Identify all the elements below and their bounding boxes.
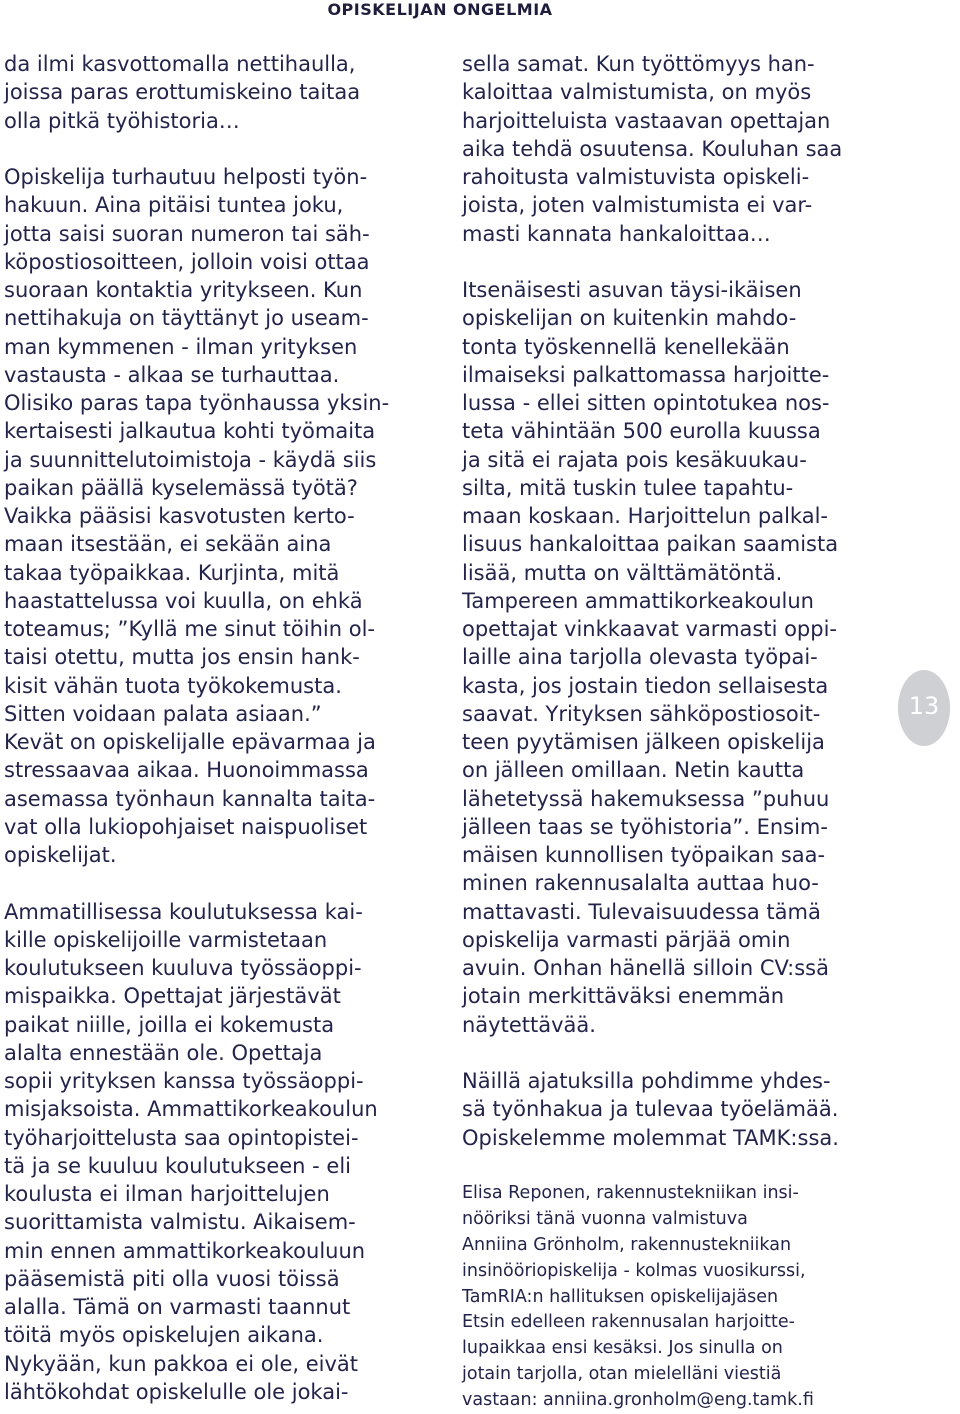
right-column-line: Tampereen ammattikorkeakoulun <box>462 588 814 613</box>
right-column-line <box>462 1039 882 1067</box>
section-header: OPISKELIJAN ONGELMIA <box>327 0 553 19</box>
left-column-line <box>4 135 424 163</box>
right-column-line: tonta työskennellä kenellekään <box>462 334 790 359</box>
left-column-line: toteamus; ”Kyllä me sinut töihin ol- <box>4 617 375 641</box>
left-column-line: paikan päällä kyselemässä työtä? <box>4 475 358 500</box>
left-column-line: vat olla lukiopohjaiset naispuoliset <box>4 814 368 839</box>
right-column-line: ilmaiseksi palkattomassa harjoitte- <box>462 362 830 387</box>
right-column-line: minen rakennusalalta auttaa huo- <box>462 871 819 896</box>
right-column-line: silta, mitä tuskin tulee tapahtu- <box>462 475 794 500</box>
right-column-line: sä työnhakua ja tulevaa työelämää. <box>462 1097 839 1122</box>
left-column-line: tä ja se kuuluu koulutukseen - eli <box>4 1153 351 1178</box>
left-column-line: jotta saisi suoran numeron tai säh- <box>4 221 370 246</box>
page-number-badge <box>898 670 954 750</box>
right-column-line: on jälleen omillaan. Netin kautta <box>462 758 805 783</box>
left-column-line: suorittamista valmistu. Aikaisem- <box>4 1210 356 1235</box>
signature-line: Elisa Reponen, rakennustekniikan insi- <box>462 1183 799 1203</box>
right-column-line: maan koskaan. Harjoittelun palkal- <box>462 504 829 528</box>
left-column-line: opiskelijat. <box>4 843 117 867</box>
left-column-line: asemassa työnhaun kannalta taita- <box>4 786 376 811</box>
right-column-line: avuin. Onhan hänellä silloin CV:ssä <box>462 956 829 980</box>
signature-line: jotain tarjolla, otan mielelläni viestiä <box>462 1364 782 1385</box>
left-column-line: kertaisesti jalkautua kohti työmaita <box>4 419 376 444</box>
left-column-line <box>4 869 424 897</box>
left-column-line: vastausta - alkaa se turhauttaa. <box>4 362 340 387</box>
left-column-line: joissa paras erottumiskeino taitaa <box>4 80 361 105</box>
signature-line: Anniina Grönholm, rakennustekniikan <box>462 1234 792 1255</box>
right-column-line: mäisen kunnollisen työpaikan saa- <box>462 843 826 867</box>
article-right-column <box>462 50 882 1152</box>
right-column-line: laille aina tarjolla olevasta työpai- <box>462 645 818 670</box>
left-column-line: Olisiko paras tapa työnhaussa yksin- <box>4 391 390 415</box>
left-column-line: köpostiosoitteen, jolloin voisi ottaa <box>4 249 370 274</box>
right-column-line: ja sitä ei rajata pois kesäkuukau- <box>462 447 807 472</box>
signature-line: lupaikkaa ensi kesäksi. Jos sinulla on <box>462 1338 783 1359</box>
left-column-line: töitä myös opiskelujen aikana. <box>4 1323 324 1348</box>
right-column-line: mattavasti. Tulevaisuudessa tämä <box>462 899 821 924</box>
right-column-line: lisuus hankaloittaa paikan saamista <box>462 532 839 557</box>
left-column-line: Ammatillisessa koulutuksessa kai- <box>4 899 363 924</box>
signature-line: vastaan: anniina.gronholm@eng.tamk.fi <box>462 1390 814 1411</box>
right-column-line: harjoitteluista vastaavan opettajan <box>462 108 831 133</box>
right-column-line: opiskelijan on kuitenkin mahdo- <box>462 306 797 331</box>
left-column-line: olla pitkä työhistoria… <box>4 108 240 133</box>
signature-line: Etsin edelleen rakennusalan harjoitte- <box>462 1312 795 1333</box>
left-column-line: da ilmi kasvottomalla nettihaulla, <box>4 52 356 76</box>
left-column-line: alalta ennestään ole. Opettaja <box>4 1040 323 1065</box>
left-column-line: Sitten voidaan palata asiaan.” <box>4 701 322 726</box>
left-column-line: kisit vähän tuota työkokemusta. <box>4 673 342 698</box>
left-column-line: mispaikka. Opettajat järjestävät <box>4 984 341 1009</box>
signature-line: insinööriopiskelija - kolmas vuosikurssi, <box>462 1260 806 1281</box>
left-column-line: nettihakuja on täyttänyt jo useam- <box>4 306 369 331</box>
right-column-line: teen pyytämisen jälkeen opiskelija <box>462 730 825 754</box>
right-column-line: aika tehdä osuutensa. Kouluhan saa <box>462 136 843 161</box>
right-column-line: näytettävää. <box>462 1012 596 1037</box>
right-column-line: opettajat vinkkaavat varmasti oppi- <box>462 617 838 641</box>
right-column-line: lisää, mutta on välttämätöntä. <box>462 560 783 585</box>
left-column-line: kille opiskelijoille varmistetaan <box>4 927 328 952</box>
left-column-line: lähtökohdat opiskelulle ole jokai- <box>4 1379 349 1404</box>
left-column-line: koulusta ei ilman harjoittelujen <box>4 1182 330 1206</box>
right-column-line: masti kannata hankaloittaa… <box>462 221 771 246</box>
left-column-line: hakuun. Aina pitäisi tuntea joku, <box>4 193 344 218</box>
right-column-line: rahoitusta valmistuvista opiskeli- <box>462 165 810 189</box>
signature-line: TamRIA:n hallituksen opiskelijajäsen <box>462 1286 779 1307</box>
left-column-line: taisi otettu, mutta jos ensin hank- <box>4 645 360 670</box>
right-column-line: sella samat. Kun työttömyys han- <box>462 52 815 76</box>
left-column-line: takaa työpaikkaa. Kurjinta, mitä <box>4 560 340 585</box>
left-column-line: Opiskelija turhautuu helposti työn- <box>4 165 368 189</box>
left-column-line: sopii yrityksen kanssa työssäoppi- <box>4 1069 364 1093</box>
right-column-line <box>462 248 882 276</box>
left-column-line: paikat niille, joilla ei kokemusta <box>4 1012 335 1037</box>
left-column-line: min ennen ammattikorkeakouluun <box>4 1238 366 1263</box>
right-column-line: teta vähintään 500 eurolla kuussa <box>462 419 821 444</box>
left-column-line: työharjoittelusta saa opintopistei- <box>4 1125 359 1150</box>
right-column-line: jotain merkittäväksi enemmän <box>462 984 785 1009</box>
left-column-line: pääsemistä piti olla vuosi töissä <box>4 1266 340 1291</box>
right-column-line: lussa - ellei sitten opintotukea nos- <box>462 391 830 415</box>
left-column-line: suoraan kontaktia yritykseen. Kun <box>4 278 363 302</box>
left-column-line: ja suunnittelutoimistoja - käydä siis <box>4 447 377 472</box>
left-column-line: maan itsestään, ei sekään aina <box>4 532 332 557</box>
right-column-line: joista, joten valmistumista ei var- <box>462 193 813 218</box>
left-column-line: koulutukseen kuuluva työssäoppi- <box>4 956 362 980</box>
right-column-line: opiskelija varmasti pärjää omin <box>462 927 791 952</box>
article-left-column <box>4 50 424 1406</box>
right-column-line: Näillä ajatuksilla pohdimme yhdes- <box>462 1069 831 1093</box>
right-column-line: lähetetyssä hakemuksessa ”puhuu <box>462 786 830 811</box>
left-column-line: misjaksoista. Ammattikorkeakoulun <box>4 1097 378 1122</box>
left-column-line: man kymmenen - ilman yrityksen <box>4 334 358 359</box>
left-column-line: Vaikka pääsisi kasvotusten kerto- <box>4 504 355 528</box>
author-signature <box>462 1181 902 1414</box>
page-number: 13 <box>908 692 940 720</box>
right-column-line: kaloittaa valmistumista, on myös <box>462 80 812 105</box>
left-column-line: Nykyään, kun pakkoa ei ole, eivät <box>4 1351 359 1376</box>
left-column-line: alalla. Tämä on varmasti taannut <box>4 1295 351 1319</box>
right-column-line: kasta, jos jostain tiedon sellaisesta <box>462 673 829 698</box>
right-column-line: Opiskelemme molemmat TAMK:ssa. <box>462 1125 839 1150</box>
left-column-line: haastattelussa voi kuulla, on ehkä <box>4 588 363 613</box>
signature-line: nööriksi tänä vuonna valmistuva <box>462 1208 748 1229</box>
left-column-line: Kevät on opiskelijalle epävarmaa ja <box>4 730 376 754</box>
left-column-line: stressaavaa aikaa. Huonoimmassa <box>4 758 369 783</box>
right-column-line: Itsenäisesti asuvan täysi-ikäisen <box>462 278 802 302</box>
right-column-line: saavat. Yrityksen sähköpostiosoit- <box>462 701 821 726</box>
right-column-line: jälleen taas se työhistoria”. Ensim- <box>462 814 828 839</box>
